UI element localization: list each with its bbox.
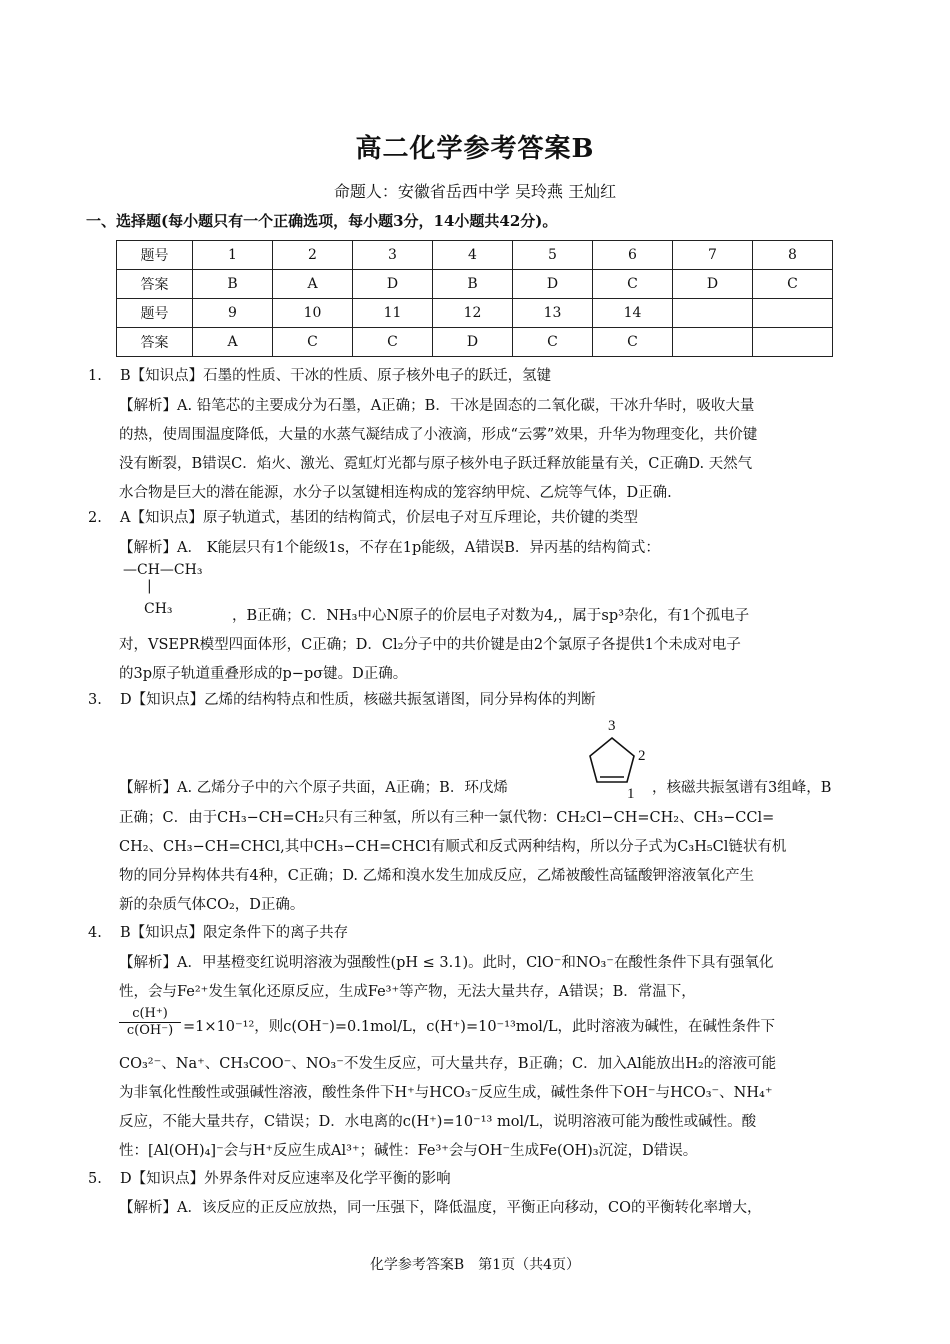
- table-cell: D: [433, 328, 513, 357]
- question-number: 3.: [88, 692, 102, 708]
- analysis-line: 的热，使周围温度降低，大量的水蒸气凝结成了小液滴，形成“云雾”效果，升华为物理变化，共价键: [119, 427, 758, 443]
- table-cell: 1: [193, 241, 273, 270]
- table-cell: 答案: [117, 328, 193, 357]
- analysis-line: CO₃²⁻、Na⁺、CH₃COO⁻、NO₃⁻不发生反应，可大量共存，B正确；C．加入Al能放出H₂的溶液可能: [119, 1056, 777, 1072]
- table-row: [117, 270, 833, 299]
- cyclopentene-structure: [580, 716, 660, 800]
- table-cell: 8: [753, 241, 833, 270]
- question-number: 1.: [88, 368, 102, 384]
- question-number: 2.: [88, 510, 102, 526]
- table-cell: 11: [353, 299, 433, 328]
- analysis-line: 没有断裂，B错误C．焰火、激光、霓虹灯光都与原子核外电子跃迁释放能量有关，C正确D. 天然气: [119, 456, 753, 472]
- analysis-line: ，B正确；C．NH₃中心N原子的价层电子对数为4,，属于sp³杂化，有1个孤电子: [232, 608, 750, 624]
- question-1-heading: [88, 362, 551, 391]
- question-knowledge: D【知识点】乙烯的结构特点和性质，核磁共振氢谱图，同分异构体的判断: [120, 692, 596, 708]
- question-knowledge: B【知识点】限定条件下的离子共存: [120, 925, 349, 941]
- table-cell: 5: [513, 241, 593, 270]
- table-cell: 3: [353, 241, 433, 270]
- analysis-line: 【解析】A. 铅笔芯的主要成分为石墨，A正确；B．干冰是固态的二氧化碳，干冰升华时，吸收大量: [119, 398, 755, 414]
- table-cell: 7: [673, 241, 753, 270]
- ion-product-fraction: [119, 1006, 181, 1038]
- table-cell: C: [593, 270, 673, 299]
- question-4-heading: [88, 919, 348, 948]
- page-footer: 化学参考答案B 第1页（共4页）: [369, 1257, 581, 1273]
- table-cell: [753, 328, 833, 357]
- analysis-line: 物的同分异构体共有4种，C正确；D. 乙烯和溴水发生加成反应，乙烯被酸性高锰酸钾溶液氧化产生: [119, 868, 755, 884]
- table-cell: D: [353, 270, 433, 299]
- table-cell: A: [193, 328, 273, 357]
- table-cell: 4: [433, 241, 513, 270]
- table-cell: 9: [193, 299, 273, 328]
- table-cell: 2: [273, 241, 353, 270]
- question-5-heading: [88, 1165, 451, 1194]
- analysis-line: CH₂、CH₃−CH=CHCl,其中CH₃−CH=CHCl有顺式和反式两种结构，所以分子式为C₃H₅Cl链状有机: [119, 839, 787, 855]
- table-cell: C: [593, 328, 673, 357]
- analysis-line: 性：[Al(OH)₄]⁻会与H⁺反应生成Al³⁺；碱性：Fe³⁺会与OH⁻生成Fe(OH)₃沉淀，D错误。: [119, 1143, 698, 1159]
- question-3-heading: [88, 686, 596, 715]
- analysis-line: 【解析】A．甲基橙变红说明溶液为强酸性(pH ≤ 3.1)。此时，ClO⁻和NO₃⁻在酸性条件下具有强氧化: [119, 955, 774, 971]
- table-cell: A: [273, 270, 353, 299]
- table-row: [117, 299, 833, 328]
- table-cell: C: [273, 328, 353, 357]
- isopropyl-structure-bond: |: [147, 578, 152, 594]
- table-cell: D: [673, 270, 753, 299]
- table-cell: [753, 299, 833, 328]
- analysis-line: 新的杂质气体CO₂，D正确。: [119, 897, 305, 913]
- table-cell: 12: [433, 299, 513, 328]
- table-cell: 题号: [117, 241, 193, 270]
- analysis-line: 【解析】A． K能层只有1个能级1s，不存在1p能级，A错误B．异丙基的结构简式：: [119, 540, 660, 556]
- ring-label-3: 3: [608, 718, 616, 734]
- ring-label-1: 1: [627, 786, 635, 800]
- analysis-line: 性，会与Fe²⁺发生氧化还原反应，生成Fe³⁺等产物，无法大量共存，A错误；B．常温下，: [119, 984, 696, 1000]
- analysis-line: 为非氧化性酸性或强碱性溶液，酸性条件下H⁺与HCO₃⁻反应生成，碱性条件下OH⁻与HCO₃⁻、NH₄⁺: [119, 1085, 773, 1101]
- question-2-heading: [88, 504, 638, 533]
- table-cell: 10: [273, 299, 353, 328]
- question-knowledge: D【知识点】外界条件对反应速率及化学平衡的影响: [120, 1171, 451, 1187]
- isopropyl-structure-bottom: CH₃: [144, 601, 173, 617]
- ring-label-2: 2: [638, 748, 646, 764]
- authors-line: 命题人：安徽省岳西中学 吴玲燕 王灿红: [333, 182, 617, 201]
- table-cell: B: [433, 270, 513, 299]
- table-cell: C: [753, 270, 833, 299]
- analysis-line: 的3p原子轨道重叠形成的p−pσ键。D正确。: [119, 666, 408, 682]
- table-cell: [673, 299, 753, 328]
- table-row: [117, 328, 833, 357]
- fraction-denominator: c(OH⁻): [126, 1023, 174, 1038]
- answer-table: [116, 240, 833, 357]
- table-cell: 14: [593, 299, 673, 328]
- analysis-line: 正确；C．由于CH₃−CH=CH₂只有三种氢，所以有三种一氯代物：CH₂Cl−CH=CH₂、CH₃−CCl=: [119, 810, 775, 826]
- table-cell: [673, 328, 753, 357]
- table-row: [117, 241, 833, 270]
- isopropyl-structure-top: —CH—CH₃: [123, 562, 203, 578]
- analysis-line: 对，VSEPR模型四面体形，C正确；D．Cl₂分子中的共价键是由2个氯原子各提供1个未成对电子: [119, 637, 741, 653]
- table-cell: 答案: [117, 270, 193, 299]
- analysis-line: 【解析】A．该反应的正反应放热，同一压强下，降低温度，平衡正向移动，CO的平衡转化率增大，: [119, 1200, 762, 1216]
- page-title: 高二化学参考答案B: [355, 134, 595, 164]
- analysis-line: 反应，不能大量共存，C错误；D．水电离的c(H⁺)=10⁻¹³ mol/L，说明溶液可能为酸性或碱性。酸: [119, 1114, 757, 1130]
- question-knowledge: B【知识点】石墨的性质、干冰的性质、原子核外电子的跃迁，氢键: [120, 368, 552, 384]
- table-cell: D: [513, 270, 593, 299]
- section-heading: 一、选择题(每小题只有一个正确选项，每小题3分，14小题共42分)。: [86, 212, 558, 230]
- analysis-line: 水合物是巨大的潜在能源，水分子以氢键相连构成的笼容纳甲烷、乙烷等气体，D正确.: [119, 485, 672, 501]
- question-number: 4.: [88, 925, 102, 941]
- table-cell: 题号: [117, 299, 193, 328]
- question-knowledge: A【知识点】原子轨道式，基团的结构简式，价层电子对互斥理论，共价键的类型: [120, 510, 638, 526]
- analysis-line: ，核磁共振氢谱有3组峰，B: [652, 780, 832, 796]
- analysis-line: 【解析】A. 乙烯分子中的六个原子共面，A正确；B．环戊烯: [119, 780, 508, 796]
- table-cell: C: [353, 328, 433, 357]
- question-number: 5.: [88, 1171, 102, 1187]
- fraction-numerator: c(H⁺): [119, 1006, 181, 1023]
- table-cell: B: [193, 270, 273, 299]
- table-cell: 6: [593, 241, 673, 270]
- analysis-line: =1×10⁻¹²，则c(OH⁻)=0.1mol/L，c(H⁺)=10⁻¹³mol/L，此时溶液为碱性，在碱性条件下: [183, 1019, 775, 1035]
- table-cell: C: [513, 328, 593, 357]
- table-cell: 13: [513, 299, 593, 328]
